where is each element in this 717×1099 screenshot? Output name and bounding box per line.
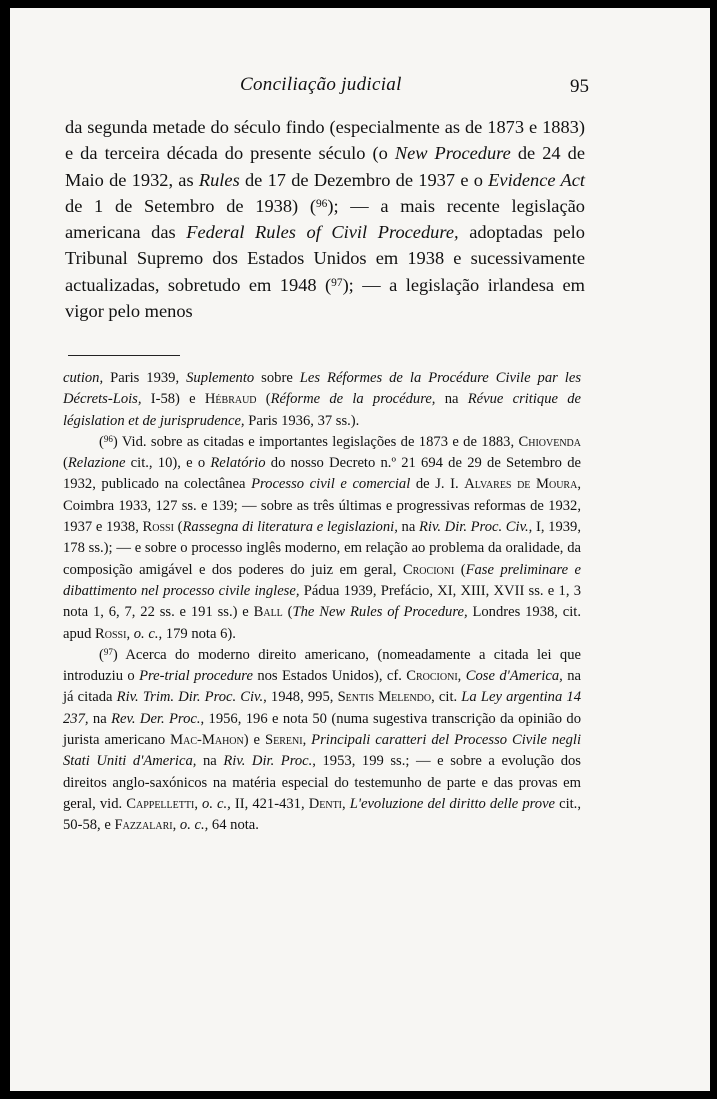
footnote-number-97: 97 — [103, 646, 113, 657]
footnotes — [63, 368, 581, 837]
running-title: Conciliação judicial — [240, 74, 402, 95]
footnote-97: ($^{97}$) Acerca do moderno direito americano, (nomeadamente a citada lei que introduziu o Pre-trial procedure nos Estados Unidos), cf. Crocioni, Cose d'America, na já citada Riv. Trim. Dir. Proc. Civ., 1948, 995, Sentis Melendo, cit. La Ley argentina 14 237, na Rev. Der. Proc., 1956, 196 e nota 50 (numa sugestiva transcrição da opinião do jurista americano Mac-Mahon) e Sereni, Principali caratteri del Processo Civile negli Stati Uniti d'America, na Riv. Dir. Proc., 1953, 199 ss.; — e sobre a evolução dos direitos anglo-saxónicos na matéria especial do testemunho de parte e das provas em geral, vid. Cappelletti, o. c., II, 421-431, Denti, L'evoluzione del diritto delle prove cit., 50-58, e Fazzalari, o. c., 64 nota. — [63, 646, 582, 834]
page-number: 95 — [570, 76, 589, 97]
footnote-number-96: 96 — [103, 433, 113, 444]
main-text — [65, 114, 585, 324]
footnote-continuation: cution, Paris 1939, Suplemento sobre Les Réformes de la Procédure Civile par les Décrets-Lois, I-58) e Hébraud (Réforme de la procédure, na Révue critique de législation et de jurisprudence, Paris 1936, 37 ss.). — [63, 370, 582, 429]
book-page — [10, 8, 710, 1091]
footnote-divider — [68, 355, 180, 356]
footnote-ref-96: 96 — [315, 197, 328, 210]
footnote-ref-97: 97 — [331, 276, 343, 289]
page-header — [10, 74, 710, 100]
footnote-96: ($^{96}$) Vid. sobre as citadas e importantes legislações de 1873 e de 1883, Chiovenda (Relazione cit., 10), e o Relatório do nosso Decreto n.º 21 694 de 29 de Setembro de 1932, publicado na colectânea Processo civil e comercial de J. I. Alvares de Moura, Coimbra 1933, 127 ss. e 139; — sobre as três últimas e progressivas reformas de 1932, 1937 e 1938, Rossi (Rassegna di literatura e legislazioni, na Riv. Dir. Proc. Civ., I, 1939, 178 ss.); — e sobre o processo inglês moderno, em relação ao problema da oralidade, da composição amigável e dos poderes do juiz em geral, Crocioni (Fase preliminare e dibattimento nel processo civile inglese, Pádua 1939, Prefácio, XI, XIII, XVII ss. e 1, 3 nota 1, 6, 7, 22 ss. e 191 ss.) e Ball (The New Rules of Procedure, Londres 1938, cit. apud Rossi, o. c., 179 nota 6). — [63, 433, 582, 642]
main-paragraph: da segunda metade do século findo (especialmente as de 1873 e 1883) e da terceira década do presente século (o New Procedure de 24 de Maio de 1932, as Rules de 17 de Dezembro de 1937 e o Evidence Act de 1 de Setembro de 1938) ($^{96}$); — a mais recente legislação americana das Federal Rules of Civil Procedure, adoptadas pelo Tribunal Supremo dos Estados Unidos em 1938 e sucessivamente actualizadas, sobretudo em 1948 ($^{97}$); — a legislação irlandesa em vigor pelo menos — [65, 117, 585, 322]
